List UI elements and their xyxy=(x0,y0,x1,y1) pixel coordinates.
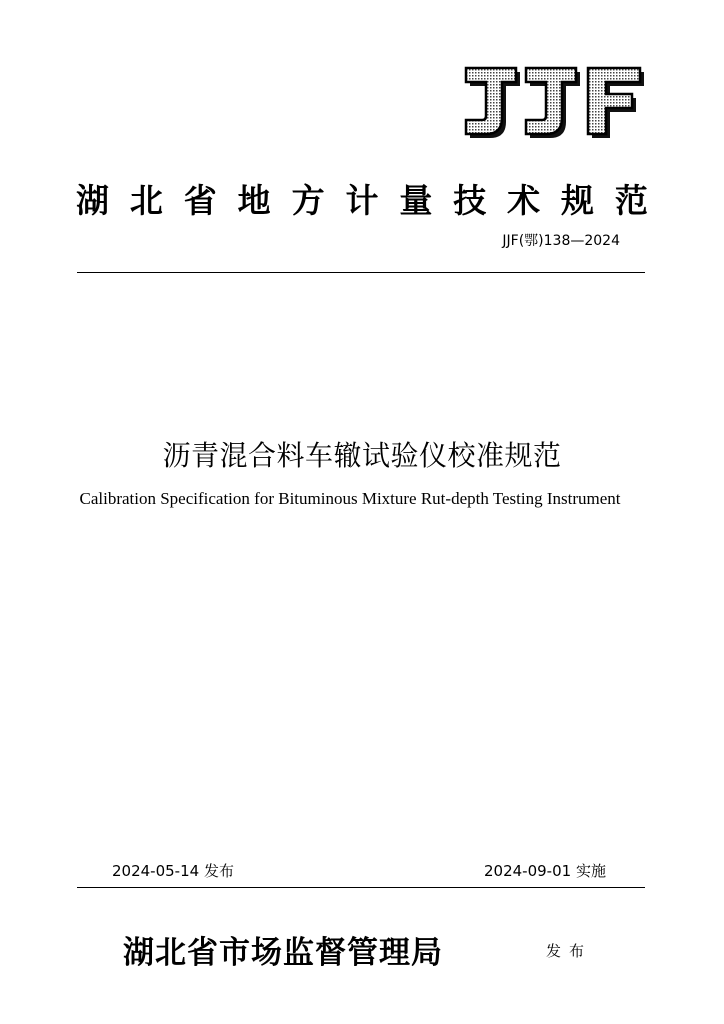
org-title-char: 北 xyxy=(129,180,163,220)
org-title-char: 湖 xyxy=(76,180,109,220)
org-title-char: 计 xyxy=(345,180,379,220)
org-title-char: 术 xyxy=(507,180,541,220)
title-chinese: 沥青混合料车辙试验仪校准规范 xyxy=(162,439,562,472)
org-title-char: 方 xyxy=(291,180,325,220)
org-title-char: 量 xyxy=(399,180,433,220)
org-title-char: 规 xyxy=(561,180,595,220)
issue-date: 2024-05-14 发布 xyxy=(112,862,234,880)
org-title-char: 省 xyxy=(183,180,217,220)
bottom-divider xyxy=(77,887,645,888)
org-title-char: 地 xyxy=(237,180,271,220)
publish-label: 发布 xyxy=(546,942,593,960)
org-title xyxy=(76,176,648,220)
top-divider xyxy=(77,272,645,273)
org-title-char: 范 xyxy=(614,180,648,220)
issuing-authority: 湖北省市场监督管理局 xyxy=(123,935,443,971)
org-title-char: 技 xyxy=(453,180,487,220)
spec-code: JJF(鄂)138—2024 xyxy=(502,233,620,249)
implementation-date: 2024-09-01 实施 xyxy=(484,862,606,880)
jjf-logo xyxy=(460,66,646,140)
title-english: Calibration Specification for Bituminous Mixture Rut-depth Testing Instrument xyxy=(79,489,621,508)
